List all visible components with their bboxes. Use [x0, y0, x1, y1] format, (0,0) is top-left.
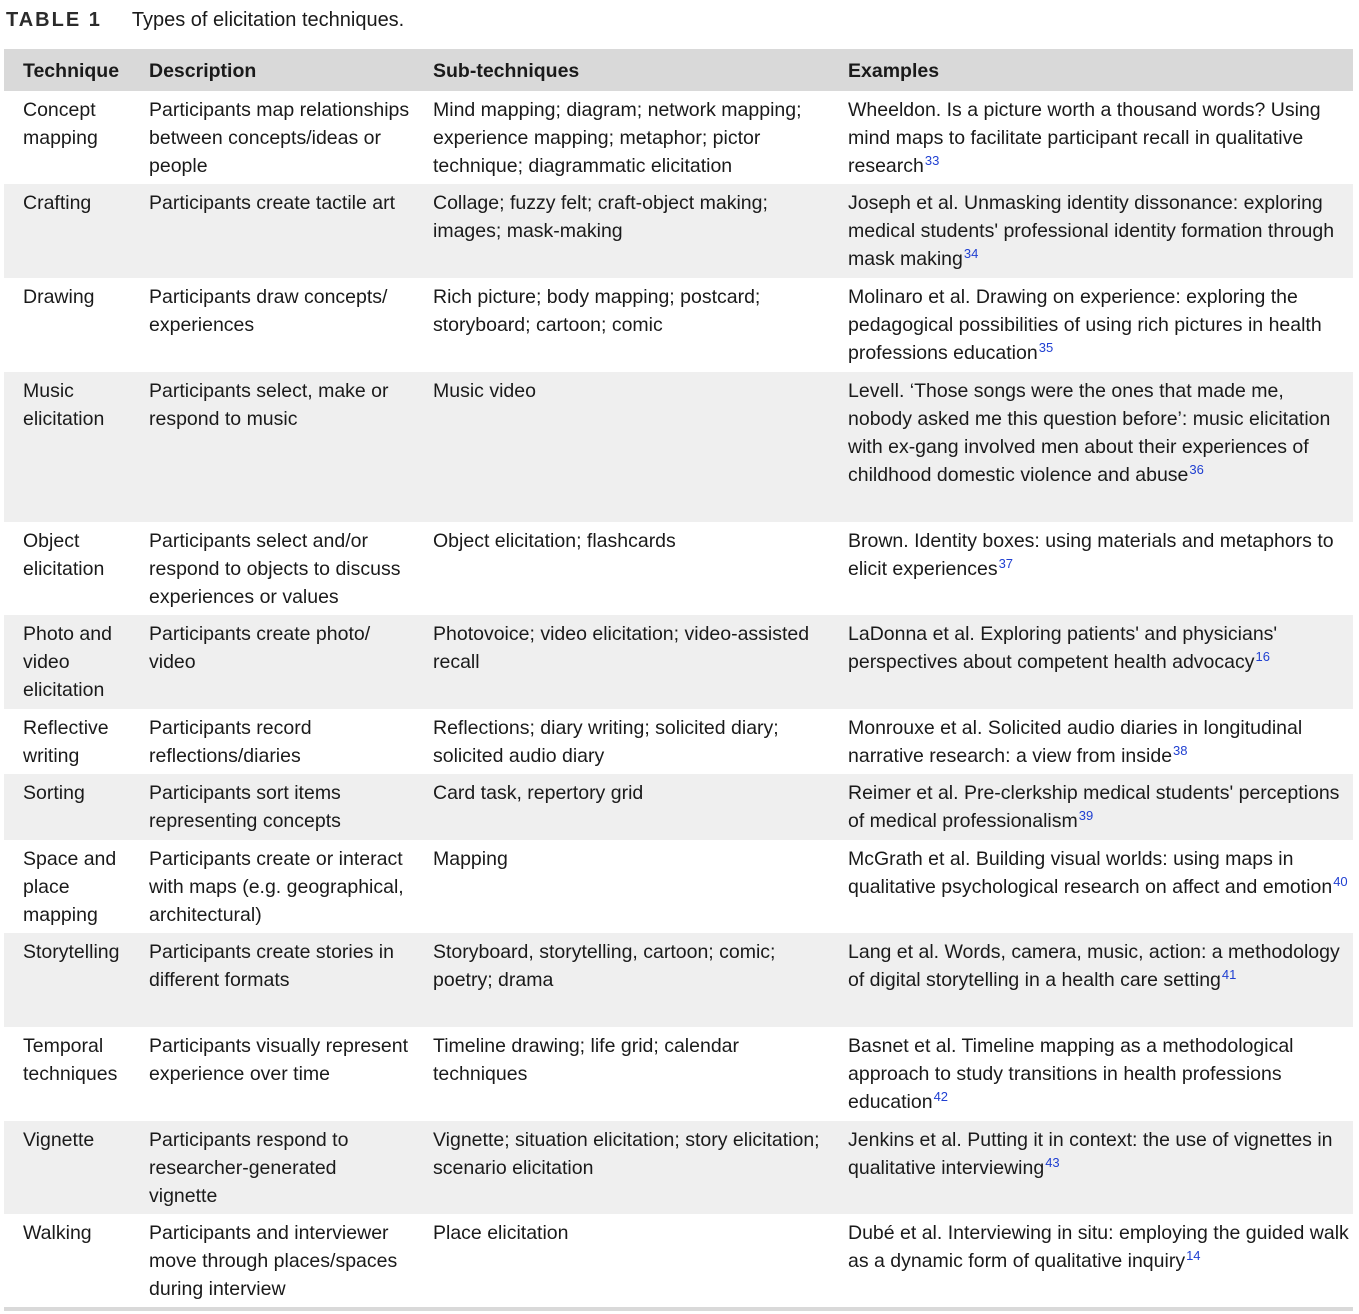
- technique-cell: Storytelling: [4, 933, 130, 1027]
- reference-link[interactable]: 40: [1333, 874, 1348, 889]
- reference-link[interactable]: 14: [1186, 1248, 1201, 1263]
- subtechniques-cell: Storyboard, storytelling, cartoon; comic; poetry; drama: [414, 933, 829, 1027]
- example-citation: Lang et al. Words, camera, music, action: a methodology of digital storytelling in a health care setting: [848, 941, 1340, 991]
- table-row: [4, 278, 1353, 372]
- elicitation-techniques-table: [4, 49, 1353, 1311]
- example-citation: Brown. Identity boxes: using materials and metaphors to elicit experiences: [848, 530, 1334, 580]
- technique-cell: Photo and video elicitation: [4, 615, 130, 709]
- reference-link[interactable]: 38: [1173, 743, 1188, 758]
- subtechniques-cell: Card task, repertory grid: [414, 774, 829, 840]
- table-row: [4, 1214, 1353, 1309]
- table-row: [4, 615, 1353, 709]
- description-cell: Participants select, make or respond to music: [130, 372, 414, 522]
- table-label: TABLE 1: [6, 9, 102, 31]
- table-row: [4, 184, 1353, 278]
- technique-cell: Vignette: [4, 1121, 130, 1214]
- reference-link[interactable]: 35: [1038, 340, 1054, 355]
- example-citation: Molinaro et al. Drawing on experience: exploring the pedagogical possibilities of using rich pictures in health professions education: [848, 286, 1322, 364]
- subtechniques-cell: Rich picture; body mapping; postcard; storyboard; cartoon; comic: [433, 286, 761, 336]
- table-row: [4, 372, 1353, 522]
- subtechniques-cell: Photovoice; video elicitation; video-assisted recall: [414, 615, 829, 709]
- example-cell: [829, 372, 1353, 522]
- technique-cell: Temporal techniques: [23, 1035, 118, 1085]
- example-cell: [829, 91, 1353, 184]
- example-citation: Monrouxe et al. Solicited audio diaries in longitudinal narrative research: a view from inside: [848, 717, 1303, 767]
- description-cell: Participants respond to researcher-generated vignette: [130, 1121, 414, 1214]
- reference-link[interactable]: 34: [963, 246, 979, 261]
- example-cell: [829, 933, 1353, 1027]
- example-cell: [829, 184, 1353, 278]
- description-cell: Participants select and/or respond to objects to discuss experiences or values: [149, 530, 401, 608]
- description-cell: Participants and interviewer move through places/spaces during interview: [130, 1214, 414, 1309]
- technique-cell: Crafting: [4, 184, 130, 278]
- description-cell: Participants map relationships between concepts/ideas or people: [149, 99, 410, 177]
- example-cell: [829, 615, 1353, 709]
- table-title: Types of elicitation techniques.: [131, 9, 405, 31]
- description-cell: Participants create tactile art: [130, 184, 414, 278]
- table-row: [4, 709, 1353, 774]
- subtechniques-cell: Mapping: [433, 848, 508, 870]
- example-citation: Basnet et al. Timeline mapping as a methodological approach to study transitions in health professions education: [848, 1035, 1294, 1113]
- example-cell: [829, 522, 1353, 615]
- example-cell: [829, 1121, 1353, 1214]
- example-citation: Jenkins et al. Putting it in context: the use of vignettes in qualitative interviewing: [848, 1129, 1333, 1179]
- subtechniques-cell: Reflections; diary writing; solicited diary; solicited audio diary: [433, 717, 779, 767]
- reference-link[interactable]: 33: [924, 153, 940, 168]
- example-citation: Levell. ‘Those songs were the ones that made me, nobody asked me this question before’: music elicitation with ex-gang involved men about their experiences of childhood domestic violence and abuse: [848, 380, 1331, 486]
- example-cell: [829, 278, 1353, 372]
- table-row: [4, 1121, 1353, 1214]
- subtechniques-cell: Timeline drawing; life grid; calendar techniques: [433, 1035, 740, 1085]
- header-examples: Examples: [829, 49, 1353, 91]
- subtechniques-cell: Object elicitation; flashcards: [433, 530, 676, 552]
- description-cell: Participants create photo/ video: [130, 615, 414, 709]
- table-caption: [6, 9, 404, 37]
- reference-link[interactable]: 37: [998, 556, 1014, 571]
- technique-cell: Walking: [4, 1214, 130, 1309]
- description-cell: Participants draw concepts/ experiences: [149, 286, 388, 336]
- subtechniques-cell: Music video: [414, 372, 829, 522]
- subtechniques-cell: Mind mapping; diagram; network mapping; experience mapping; metaphor; pictor technique; diagrammatic elicitation: [433, 99, 802, 177]
- subtechniques-cell: Collage; fuzzy felt; craft-object making; images; mask-making: [414, 184, 829, 278]
- header-description: Description: [130, 49, 414, 91]
- reference-link[interactable]: 41: [1221, 967, 1237, 982]
- example-citation: Reimer et al. Pre-clerkship medical students' perceptions of medical professionalism: [848, 782, 1340, 832]
- description-cell: Participants sort items representing concepts: [130, 774, 414, 840]
- technique-cell: Object elicitation: [23, 530, 105, 580]
- header-subtechniques: Sub-techniques: [414, 49, 829, 91]
- reference-link[interactable]: 39: [1078, 808, 1094, 823]
- example-cell: [829, 774, 1353, 840]
- table-row: [4, 1027, 1353, 1121]
- example-cell: [829, 1027, 1353, 1121]
- example-cell: [829, 709, 1353, 774]
- example-citation: Joseph et al. Unmasking identity dissonance: exploring medical students' professional identity formation through mask making: [848, 192, 1335, 270]
- technique-cell: Reflective writing: [23, 717, 109, 767]
- technique-cell: Space and place mapping: [23, 848, 117, 926]
- table-row: [4, 933, 1353, 1027]
- table-row: [4, 91, 1353, 184]
- example-citation: Dubé et al. Interviewing in situ: employing the guided walk as a dynamic form of qualitative inquiry: [848, 1222, 1349, 1272]
- subtechniques-cell: Vignette; situation elicitation; story elicitation; scenario elicitation: [414, 1121, 829, 1214]
- example-citation: Wheeldon. Is a picture worth a thousand words? Using mind maps to facilitate participant recall in qualitative research: [848, 99, 1321, 177]
- reference-link[interactable]: 36: [1189, 462, 1204, 477]
- example-cell: [829, 1214, 1353, 1309]
- description-cell: Participants visually represent experience over time: [149, 1035, 409, 1085]
- table-header-row: [4, 49, 1353, 91]
- description-cell: Participants create stories in different formats: [130, 933, 414, 1027]
- table-row: [4, 522, 1353, 615]
- technique-cell: Concept mapping: [23, 99, 98, 149]
- example-cell: [829, 840, 1353, 933]
- header-technique: Technique: [4, 49, 130, 91]
- technique-cell: Drawing: [23, 286, 95, 308]
- description-cell: Participants record reflections/diaries: [149, 717, 312, 767]
- example-citation: LaDonna et al. Exploring patients' and physicians' perspectives about competent health advocacy: [848, 623, 1278, 673]
- table-body: [4, 91, 1353, 1309]
- technique-cell: Sorting: [4, 774, 130, 840]
- table-row: [4, 840, 1353, 933]
- reference-link[interactable]: 42: [933, 1089, 949, 1104]
- example-citation: McGrath et al. Building visual worlds: using maps in qualitative psychological research on affect and emotion: [848, 848, 1333, 898]
- reference-link[interactable]: 43: [1045, 1155, 1060, 1170]
- table-row: [4, 774, 1353, 840]
- description-cell: Participants create or interact with maps (e.g. geographical, architectural): [149, 848, 404, 926]
- technique-cell: Music elicitation: [4, 372, 130, 522]
- reference-link[interactable]: 16: [1255, 649, 1270, 664]
- subtechniques-cell: Place elicitation: [414, 1214, 829, 1309]
